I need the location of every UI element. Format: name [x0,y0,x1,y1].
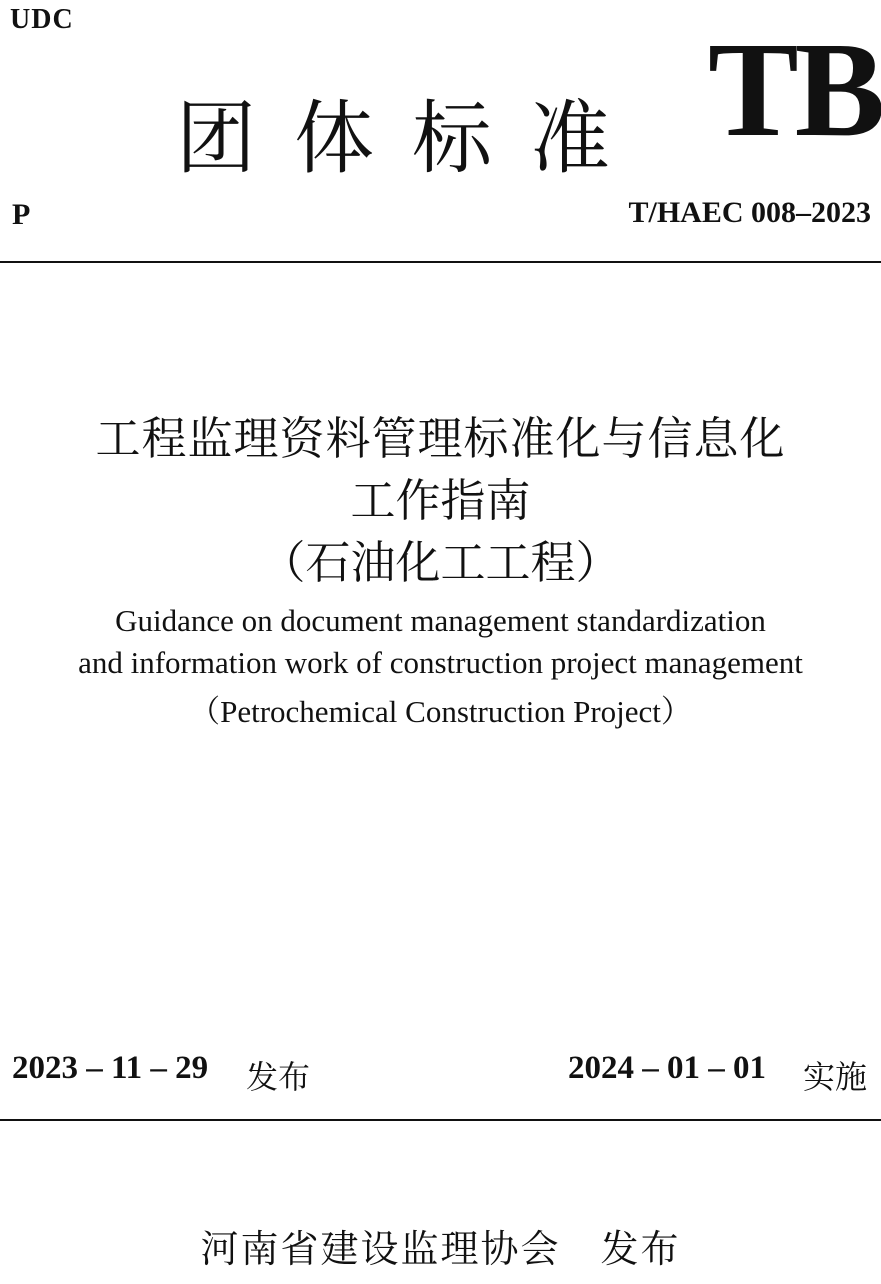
title-en-line-3: （Petrochemical Construction Project） [189,694,692,729]
title-zh-line-1: 工程监理资料管理标准化与信息化 [95,412,786,465]
bottom-divider [0,1119,881,1121]
tb-logo: TB [708,15,881,165]
title-en-line-1: Guidance on document management standardization [115,603,766,638]
issue-date: 2023 – 11 – 29 [12,1050,209,1086]
standard-type-heading: 团体标准 [176,92,648,185]
implementation-date: 2024 – 01 – 01 [568,1050,766,1086]
issue-label: 发布 [246,1058,311,1096]
title-zh-line-2: 工作指南 [350,474,531,527]
top-divider [0,261,881,263]
standard-number: T/HAEC 008–2023 [628,196,871,229]
title-zh-line-3: （石油化工工程） [260,536,621,589]
publisher-line: 河南省建设监理协会 发布 [200,1227,681,1271]
implementation-label: 实施 [803,1058,868,1096]
title-en-line-2: and information work of construction project management [78,645,803,680]
classification-code: P [12,198,31,231]
udc-label: UDC [10,4,74,35]
